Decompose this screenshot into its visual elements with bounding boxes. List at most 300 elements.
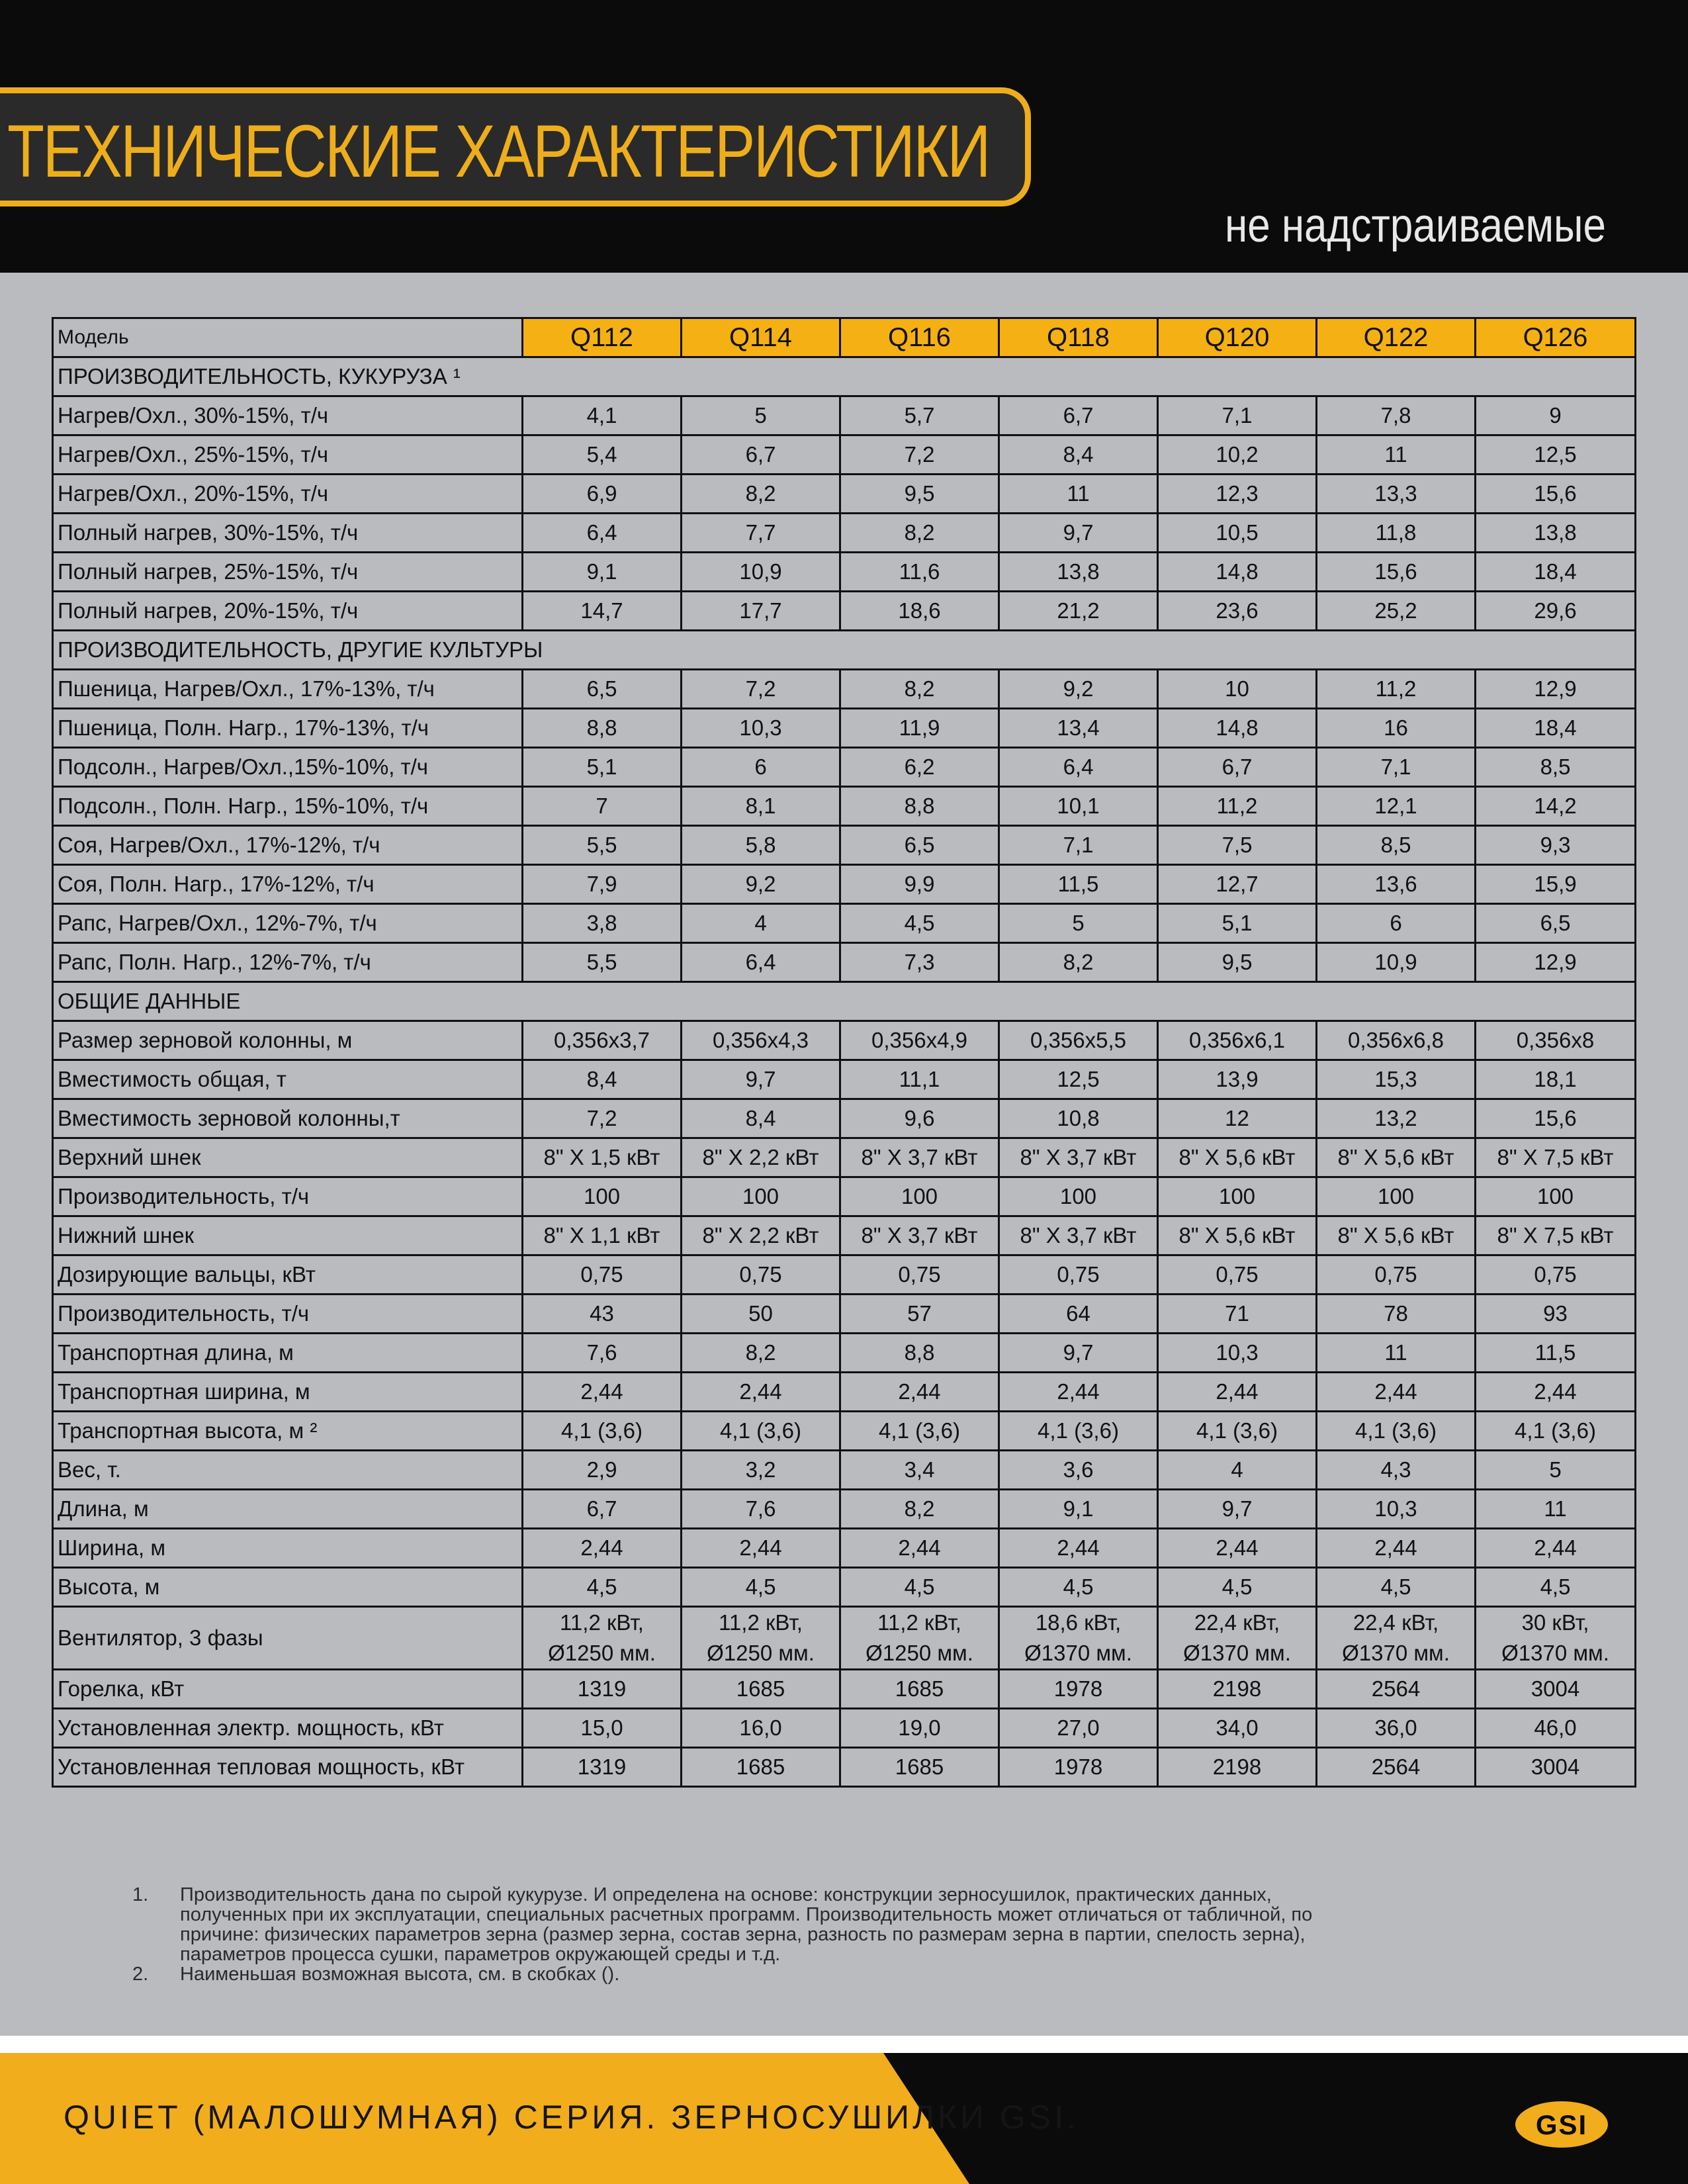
row-label: Горелка, кВт bbox=[53, 1670, 523, 1709]
value-cell: 9,9 bbox=[840, 865, 999, 904]
row-label: Рапс, Полн. Нагр., 12%-7%, т/ч bbox=[53, 943, 523, 982]
value-cell: 1685 bbox=[682, 1670, 840, 1709]
value-cell: 14,8 bbox=[1158, 709, 1317, 748]
value-cell: 5 bbox=[1476, 1451, 1636, 1490]
table-row bbox=[53, 1451, 1636, 1490]
value-cell: 12 bbox=[1158, 1099, 1317, 1138]
value-cell: 2,44 bbox=[523, 1373, 682, 1412]
value-cell: 13,3 bbox=[1317, 475, 1476, 514]
value-cell: 8,4 bbox=[999, 435, 1158, 475]
value-cell: 1978 bbox=[999, 1670, 1158, 1709]
value-cell: 2,44 bbox=[1317, 1373, 1476, 1412]
value-cell: 1978 bbox=[999, 1748, 1158, 1787]
value-cell: 1319 bbox=[523, 1748, 682, 1787]
row-label: Рапс, Нагрев/Охл., 12%-7%, т/ч bbox=[53, 904, 523, 943]
value-cell: 7,2 bbox=[682, 670, 840, 709]
value-cell: 0,356x4,3 bbox=[682, 1021, 840, 1060]
value-cell: 16 bbox=[1317, 709, 1476, 748]
value-cell: 15,0 bbox=[523, 1709, 682, 1748]
value-cell: 12,9 bbox=[1476, 943, 1636, 982]
value-cell: 2,44 bbox=[1476, 1529, 1636, 1568]
table-row bbox=[53, 1216, 1636, 1255]
value-cell: 9,7 bbox=[1158, 1490, 1317, 1529]
value-cell: 5,4 bbox=[523, 435, 682, 475]
model-label: Модель bbox=[53, 318, 523, 357]
value-cell: 0,75 bbox=[523, 1255, 682, 1295]
value-line: 30 кВт, bbox=[1521, 1610, 1589, 1635]
value-cell: 71 bbox=[1158, 1295, 1317, 1334]
value-cell: 8" X 2,2 кВт bbox=[682, 1138, 840, 1177]
value-cell: 7,2 bbox=[523, 1099, 682, 1138]
table-row bbox=[53, 1138, 1636, 1177]
table-row bbox=[53, 943, 1636, 982]
footer-gap bbox=[0, 2036, 1688, 2053]
footnote-text bbox=[180, 1885, 1522, 1964]
row-label: Нижний шнек bbox=[53, 1216, 523, 1255]
value-cell: 5,5 bbox=[523, 826, 682, 865]
row-label: Подсолн., Полн. Нагр., 15%-10%, т/ч bbox=[53, 787, 523, 826]
value-cell: 13,6 bbox=[1317, 865, 1476, 904]
model-header-row bbox=[53, 318, 1636, 357]
value-cell: 25,2 bbox=[1317, 592, 1476, 631]
value-cell: 100 bbox=[1317, 1177, 1476, 1216]
model-header-cell: Q126 bbox=[1476, 318, 1636, 357]
value-cell: 9,7 bbox=[999, 514, 1158, 553]
value-cell: 12,9 bbox=[1476, 670, 1636, 709]
value-cell: 12,3 bbox=[1158, 475, 1317, 514]
value-cell: 36,0 bbox=[1317, 1709, 1476, 1748]
value-cell: 9,6 bbox=[840, 1099, 999, 1138]
value-cell: 2564 bbox=[1317, 1670, 1476, 1709]
value-cell: 10,9 bbox=[1317, 943, 1476, 982]
value-cell: 0,75 bbox=[1158, 1255, 1317, 1295]
value-cell bbox=[840, 1607, 999, 1670]
value-cell: 10 bbox=[1158, 670, 1317, 709]
value-cell bbox=[1158, 1607, 1317, 1670]
value-cell: 7,2 bbox=[840, 435, 999, 475]
value-cell: 7,1 bbox=[1317, 748, 1476, 787]
table-row bbox=[53, 1412, 1636, 1451]
value-cell: 6,4 bbox=[999, 748, 1158, 787]
table-row bbox=[53, 1568, 1636, 1607]
value-cell: 9,1 bbox=[523, 553, 682, 592]
value-cell: 8" X 3,7 кВт bbox=[840, 1216, 999, 1255]
value-cell: 8" X 1,5 кВт bbox=[523, 1138, 682, 1177]
value-cell: 3,6 bbox=[999, 1451, 1158, 1490]
value-cell: 2,44 bbox=[1158, 1373, 1317, 1412]
value-cell: 9,5 bbox=[840, 475, 999, 514]
value-cell: 4,1 (3,6) bbox=[840, 1412, 999, 1451]
row-label: Вес, т. bbox=[53, 1451, 523, 1490]
footnote-number: 2. bbox=[132, 1964, 149, 1985]
value-cell: 15,3 bbox=[1317, 1060, 1476, 1099]
value-cell: 2198 bbox=[1158, 1748, 1317, 1787]
value-cell: 15,6 bbox=[1476, 475, 1636, 514]
value-cell: 15,9 bbox=[1476, 865, 1636, 904]
title-banner bbox=[0, 87, 1031, 206]
value-cell: 11,2 bbox=[1317, 670, 1476, 709]
value-cell: 8,5 bbox=[1317, 826, 1476, 865]
value-cell: 100 bbox=[1158, 1177, 1317, 1216]
value-cell: 17,7 bbox=[682, 592, 840, 631]
spec-table-body bbox=[53, 318, 1636, 1787]
value-cell: 11,5 bbox=[1476, 1334, 1636, 1373]
value-line: 22,4 кВт, bbox=[1353, 1610, 1439, 1635]
value-cell: 4,5 bbox=[840, 904, 999, 943]
value-cell: 5,5 bbox=[523, 943, 682, 982]
value-cell: 8" X 5,6 кВт bbox=[1158, 1138, 1317, 1177]
value-cell: 100 bbox=[682, 1177, 840, 1216]
value-cell: 7,1 bbox=[1158, 396, 1317, 435]
row-label: Пшеница, Нагрев/Охл., 17%-13%, т/ч bbox=[53, 670, 523, 709]
row-label: Полный нагрев, 20%-15%, т/ч bbox=[53, 592, 523, 631]
value-cell: 18,4 bbox=[1476, 709, 1636, 748]
section-row bbox=[53, 357, 1636, 396]
value-cell: 11 bbox=[1476, 1490, 1636, 1529]
row-label: Верхний шнек bbox=[53, 1138, 523, 1177]
row-label: Транспортная длина, м bbox=[53, 1334, 523, 1373]
value-cell: 3004 bbox=[1476, 1748, 1636, 1787]
value-cell: 78 bbox=[1317, 1295, 1476, 1334]
value-cell: 9,1 bbox=[999, 1490, 1158, 1529]
value-cell: 1685 bbox=[840, 1670, 999, 1709]
value-cell: 2,44 bbox=[999, 1373, 1158, 1412]
value-cell: 8,8 bbox=[523, 709, 682, 748]
value-cell: 12,1 bbox=[1317, 787, 1476, 826]
value-line: Ø1250 мм. bbox=[866, 1641, 973, 1665]
value-cell: 8,4 bbox=[682, 1099, 840, 1138]
row-label: Соя, Нагрев/Охл., 17%-12%, т/ч bbox=[53, 826, 523, 865]
value-cell: 2,44 bbox=[682, 1373, 840, 1412]
value-cell: 7,1 bbox=[999, 826, 1158, 865]
value-cell: 8" X 7,5 кВт bbox=[1476, 1138, 1636, 1177]
value-cell: 13,4 bbox=[999, 709, 1158, 748]
value-cell: 0,356x4,9 bbox=[840, 1021, 999, 1060]
table-row bbox=[53, 787, 1636, 826]
value-cell: 0,356x5,5 bbox=[999, 1021, 1158, 1060]
value-cell: 7,5 bbox=[1158, 826, 1317, 865]
value-cell bbox=[1476, 1607, 1636, 1670]
footnote-line: Наименьшая возможная высота, см. в скобках (). bbox=[180, 1964, 620, 1985]
value-cell: 9,2 bbox=[999, 670, 1158, 709]
value-cell bbox=[523, 1607, 682, 1670]
footnote-line: причине: физических параметров зерна (размер зерна, состав зерна, разность по размерам зерна в партии, спелость зерна), bbox=[180, 1924, 1306, 1945]
value-cell: 18,6 bbox=[840, 592, 999, 631]
value-cell: 4,5 bbox=[682, 1568, 840, 1607]
value-cell: 4,5 bbox=[1158, 1568, 1317, 1607]
value-line: Ø1370 мм. bbox=[1342, 1641, 1450, 1665]
value-cell: 8" X 3,7 кВт bbox=[999, 1138, 1158, 1177]
value-cell: 2,44 bbox=[1476, 1373, 1636, 1412]
value-cell: 1319 bbox=[523, 1670, 682, 1709]
value-cell: 4,5 bbox=[523, 1568, 682, 1607]
value-cell: 8,2 bbox=[840, 1490, 999, 1529]
value-cell: 6,9 bbox=[523, 475, 682, 514]
value-line: 11,2 кВт, bbox=[560, 1610, 644, 1635]
row-label: Пшеница, Полн. Нагр., 17%-13%, т/ч bbox=[53, 709, 523, 748]
table-row bbox=[53, 865, 1636, 904]
value-cell: 21,2 bbox=[999, 592, 1158, 631]
value-cell: 4,5 bbox=[1317, 1568, 1476, 1607]
value-cell: 4,1 (3,6) bbox=[1317, 1412, 1476, 1451]
value-cell: 9 bbox=[1476, 396, 1636, 435]
value-cell: 15,6 bbox=[1476, 1099, 1636, 1138]
value-cell: 4,1 (3,6) bbox=[999, 1412, 1158, 1451]
value-cell: 0,75 bbox=[840, 1255, 999, 1295]
value-cell: 11,8 bbox=[1317, 514, 1476, 553]
value-cell: 8,8 bbox=[840, 1334, 999, 1373]
model-header-cell: Q122 bbox=[1317, 318, 1476, 357]
value-cell: 8" X 2,2 кВт bbox=[682, 1216, 840, 1255]
value-cell: 46,0 bbox=[1476, 1709, 1636, 1748]
value-cell: 6 bbox=[682, 748, 840, 787]
value-cell: 8" X 3,7 кВт bbox=[840, 1138, 999, 1177]
value-cell: 2564 bbox=[1317, 1748, 1476, 1787]
spec-table bbox=[52, 317, 1636, 1788]
table-row bbox=[53, 553, 1636, 592]
value-cell: 3004 bbox=[1476, 1670, 1636, 1709]
value-cell: 7,6 bbox=[523, 1334, 682, 1373]
value-cell: 5 bbox=[682, 396, 840, 435]
value-cell: 1685 bbox=[840, 1748, 999, 1787]
table-row bbox=[53, 904, 1636, 943]
row-label: Нагрев/Охл., 30%-15%, т/ч bbox=[53, 396, 523, 435]
row-label: Установленная тепловая мощность, кВт bbox=[53, 1748, 523, 1787]
value-cell: 7,8 bbox=[1317, 396, 1476, 435]
value-cell: 18,1 bbox=[1476, 1060, 1636, 1099]
row-label: Подсолн., Нагрев/Охл.,15%-10%, т/ч bbox=[53, 748, 523, 787]
row-label: Установленная электр. мощность, кВт bbox=[53, 1709, 523, 1748]
page-subtitle: не надстраиваемые bbox=[1225, 199, 1606, 252]
value-cell: 5 bbox=[999, 904, 1158, 943]
value-cell: 5,8 bbox=[682, 826, 840, 865]
value-cell: 8,1 bbox=[682, 787, 840, 826]
value-cell: 6,7 bbox=[682, 435, 840, 475]
value-cell: 8,4 bbox=[523, 1060, 682, 1099]
value-line: Ø1370 мм. bbox=[1501, 1641, 1609, 1665]
model-header-cell: Q116 bbox=[840, 318, 999, 357]
value-cell: 8" X 1,1 кВт bbox=[523, 1216, 682, 1255]
table-row bbox=[53, 709, 1636, 748]
value-cell: 11,2 bbox=[1158, 787, 1317, 826]
table-row bbox=[53, 435, 1636, 475]
value-cell: 12,7 bbox=[1158, 865, 1317, 904]
table-row bbox=[53, 1099, 1636, 1138]
value-cell bbox=[999, 1607, 1158, 1670]
value-cell: 18,4 bbox=[1476, 553, 1636, 592]
table-row bbox=[53, 1607, 1636, 1670]
value-cell: 7,3 bbox=[840, 943, 999, 982]
value-cell: 11 bbox=[1317, 1334, 1476, 1373]
value-cell: 11,5 bbox=[999, 865, 1158, 904]
value-cell: 4,1 bbox=[523, 396, 682, 435]
value-line: 11,2 кВт, bbox=[719, 1610, 803, 1635]
footnote-number: 1. bbox=[132, 1884, 149, 1905]
value-cell: 6,4 bbox=[523, 514, 682, 553]
value-cell: 4,1 (3,6) bbox=[1158, 1412, 1317, 1451]
value-cell: 8,2 bbox=[682, 1334, 840, 1373]
value-cell: 14,2 bbox=[1476, 787, 1636, 826]
value-cell: 100 bbox=[999, 1177, 1158, 1216]
value-cell: 8,5 bbox=[1476, 748, 1636, 787]
value-cell: 10,3 bbox=[1317, 1490, 1476, 1529]
section-title: ОБЩИЕ ДАННЫЕ bbox=[53, 982, 1636, 1021]
value-cell: 5,7 bbox=[840, 396, 999, 435]
value-cell: 7,9 bbox=[523, 865, 682, 904]
value-cell: 11,9 bbox=[840, 709, 999, 748]
value-cell: 19,0 bbox=[840, 1709, 999, 1748]
page-header bbox=[0, 0, 1688, 273]
value-cell: 4,5 bbox=[840, 1568, 999, 1607]
value-cell: 29,6 bbox=[1476, 592, 1636, 631]
value-cell: 9,2 bbox=[682, 865, 840, 904]
value-cell: 9,7 bbox=[999, 1334, 1158, 1373]
value-cell: 13,9 bbox=[1158, 1060, 1317, 1099]
value-cell: 4,1 (3,6) bbox=[682, 1412, 840, 1451]
value-cell: 8" X 5,6 кВт bbox=[1317, 1216, 1476, 1255]
footnote bbox=[132, 1964, 1522, 1984]
table-row bbox=[53, 826, 1636, 865]
value-cell: 7,7 bbox=[682, 514, 840, 553]
table-row bbox=[53, 1295, 1636, 1334]
value-cell: 12,5 bbox=[999, 1060, 1158, 1099]
value-cell: 6,5 bbox=[840, 826, 999, 865]
value-cell: 16,0 bbox=[682, 1709, 840, 1748]
row-label: Ширина, м bbox=[53, 1529, 523, 1568]
model-header-cell: Q120 bbox=[1158, 318, 1317, 357]
value-cell: 6,5 bbox=[1476, 904, 1636, 943]
value-cell: 3,2 bbox=[682, 1451, 840, 1490]
value-cell: 3,4 bbox=[840, 1451, 999, 1490]
value-cell: 6,7 bbox=[523, 1490, 682, 1529]
value-cell: 11,6 bbox=[840, 553, 999, 592]
value-cell: 0,75 bbox=[1476, 1255, 1636, 1295]
value-cell: 27,0 bbox=[999, 1709, 1158, 1748]
value-line: 11,2 кВт, bbox=[877, 1610, 961, 1635]
value-cell: 4 bbox=[682, 904, 840, 943]
value-cell: 2,44 bbox=[999, 1529, 1158, 1568]
table-row bbox=[53, 1060, 1636, 1099]
value-cell: 3,8 bbox=[523, 904, 682, 943]
value-cell: 11,1 bbox=[840, 1060, 999, 1099]
value-cell: 64 bbox=[999, 1295, 1158, 1334]
section-title: ПРОИЗВОДИТЕЛЬНОСТЬ, ДРУГИЕ КУЛЬТУРЫ bbox=[53, 631, 1636, 670]
value-cell: 2,44 bbox=[523, 1529, 682, 1568]
value-cell: 9,5 bbox=[1158, 943, 1317, 982]
value-line: 22,4 кВт, bbox=[1194, 1610, 1280, 1635]
row-label: Полный нагрев, 30%-15%, т/ч bbox=[53, 514, 523, 553]
value-cell: 23,6 bbox=[1158, 592, 1317, 631]
row-label: Соя, Полн. Нагр., 17%-12%, т/ч bbox=[53, 865, 523, 904]
value-cell: 4,5 bbox=[999, 1568, 1158, 1607]
table-row bbox=[53, 1748, 1636, 1787]
value-cell: 2,44 bbox=[682, 1529, 840, 1568]
value-cell: 13,8 bbox=[999, 553, 1158, 592]
row-label: Нагрев/Охл., 20%-15%, т/ч bbox=[53, 475, 523, 514]
table-row bbox=[53, 1021, 1636, 1060]
section-row bbox=[53, 631, 1636, 670]
footer-series-title: QUIET (МАЛОШУМНАЯ) СЕРИЯ. ЗЕРНОСУШИЛКИ GSI. bbox=[64, 2099, 1079, 2136]
value-cell: 50 bbox=[682, 1295, 840, 1334]
value-cell: 8,2 bbox=[999, 943, 1158, 982]
value-cell: 6,5 bbox=[523, 670, 682, 709]
table-row bbox=[53, 670, 1636, 709]
value-cell: 4,3 bbox=[1317, 1451, 1476, 1490]
table-row bbox=[53, 592, 1636, 631]
value-cell: 10,8 bbox=[999, 1099, 1158, 1138]
table-row bbox=[53, 475, 1636, 514]
value-cell: 0,356x8 bbox=[1476, 1021, 1636, 1060]
value-cell: 5,1 bbox=[523, 748, 682, 787]
value-cell: 4,1 (3,6) bbox=[523, 1412, 682, 1451]
value-cell: 34,0 bbox=[1158, 1709, 1317, 1748]
value-cell: 2,9 bbox=[523, 1451, 682, 1490]
value-cell bbox=[1317, 1607, 1476, 1670]
table-row bbox=[53, 1490, 1636, 1529]
value-cell: 8" X 5,6 кВт bbox=[1158, 1216, 1317, 1255]
value-cell: 8" X 5,6 кВт bbox=[1317, 1138, 1476, 1177]
value-cell: 0,75 bbox=[1317, 1255, 1476, 1295]
page-title: ТЕХНИЧЕСКИЕ ХАРАКТЕРИСТИКИ bbox=[7, 110, 989, 193]
row-label: Высота, м bbox=[53, 1568, 523, 1607]
table-row bbox=[53, 1709, 1636, 1748]
value-cell: 93 bbox=[1476, 1295, 1636, 1334]
value-cell: 0,356x6,1 bbox=[1158, 1021, 1317, 1060]
footnote-line: полученных при их эксплуатации, специальных расчетных программ. Производительность может отличаться от табличной, по bbox=[180, 1904, 1313, 1925]
value-cell: 7 bbox=[523, 787, 682, 826]
value-cell: 2,44 bbox=[1317, 1529, 1476, 1568]
value-cell: 8,2 bbox=[840, 670, 999, 709]
value-line: 18,6 кВт, bbox=[1035, 1610, 1122, 1635]
value-cell: 9,7 bbox=[682, 1060, 840, 1099]
value-cell: 11 bbox=[999, 475, 1158, 514]
footnote-text bbox=[180, 1964, 1522, 1984]
value-cell: 14,7 bbox=[523, 592, 682, 631]
section-title: ПРОИЗВОДИТЕЛЬНОСТЬ, КУКУРУЗА ¹ bbox=[53, 357, 1636, 396]
value-cell: 4 bbox=[1158, 1451, 1317, 1490]
value-line: Ø1370 мм. bbox=[1024, 1641, 1132, 1665]
value-cell: 10,5 bbox=[1158, 514, 1317, 553]
row-label: Вместимость общая, т bbox=[53, 1060, 523, 1099]
row-label: Дозирующие вальцы, кВт bbox=[53, 1255, 523, 1295]
value-cell: 8,2 bbox=[840, 514, 999, 553]
row-label: Транспортная высота, м ² bbox=[53, 1412, 523, 1451]
value-cell: 0,356x6,8 bbox=[1317, 1021, 1476, 1060]
value-line: Ø1250 мм. bbox=[548, 1641, 656, 1665]
gsi-logo-icon bbox=[1512, 2098, 1611, 2151]
value-cell: 0,75 bbox=[682, 1255, 840, 1295]
value-cell: 8,2 bbox=[682, 475, 840, 514]
row-label: Размер зерновой колонны, м bbox=[53, 1021, 523, 1060]
value-cell: 13,8 bbox=[1476, 514, 1636, 553]
value-cell: 100 bbox=[840, 1177, 999, 1216]
value-cell: 0,356x3,7 bbox=[523, 1021, 682, 1060]
value-cell: 6,7 bbox=[999, 396, 1158, 435]
value-cell: 43 bbox=[523, 1295, 682, 1334]
gsi-logo-text: GSI bbox=[1535, 2109, 1588, 2140]
value-cell: 7,6 bbox=[682, 1490, 840, 1529]
row-label: Полный нагрев, 25%-15%, т/ч bbox=[53, 553, 523, 592]
value-cell: 6 bbox=[1317, 904, 1476, 943]
row-label: Вместимость зерновой колонны,т bbox=[53, 1099, 523, 1138]
value-cell: 2198 bbox=[1158, 1670, 1317, 1709]
value-cell bbox=[682, 1607, 840, 1670]
value-cell: 2,44 bbox=[1158, 1529, 1317, 1568]
value-cell: 10,3 bbox=[1158, 1334, 1317, 1373]
value-cell: 8" X 7,5 кВт bbox=[1476, 1216, 1636, 1255]
value-cell: 14,8 bbox=[1158, 553, 1317, 592]
value-cell: 10,3 bbox=[682, 709, 840, 748]
